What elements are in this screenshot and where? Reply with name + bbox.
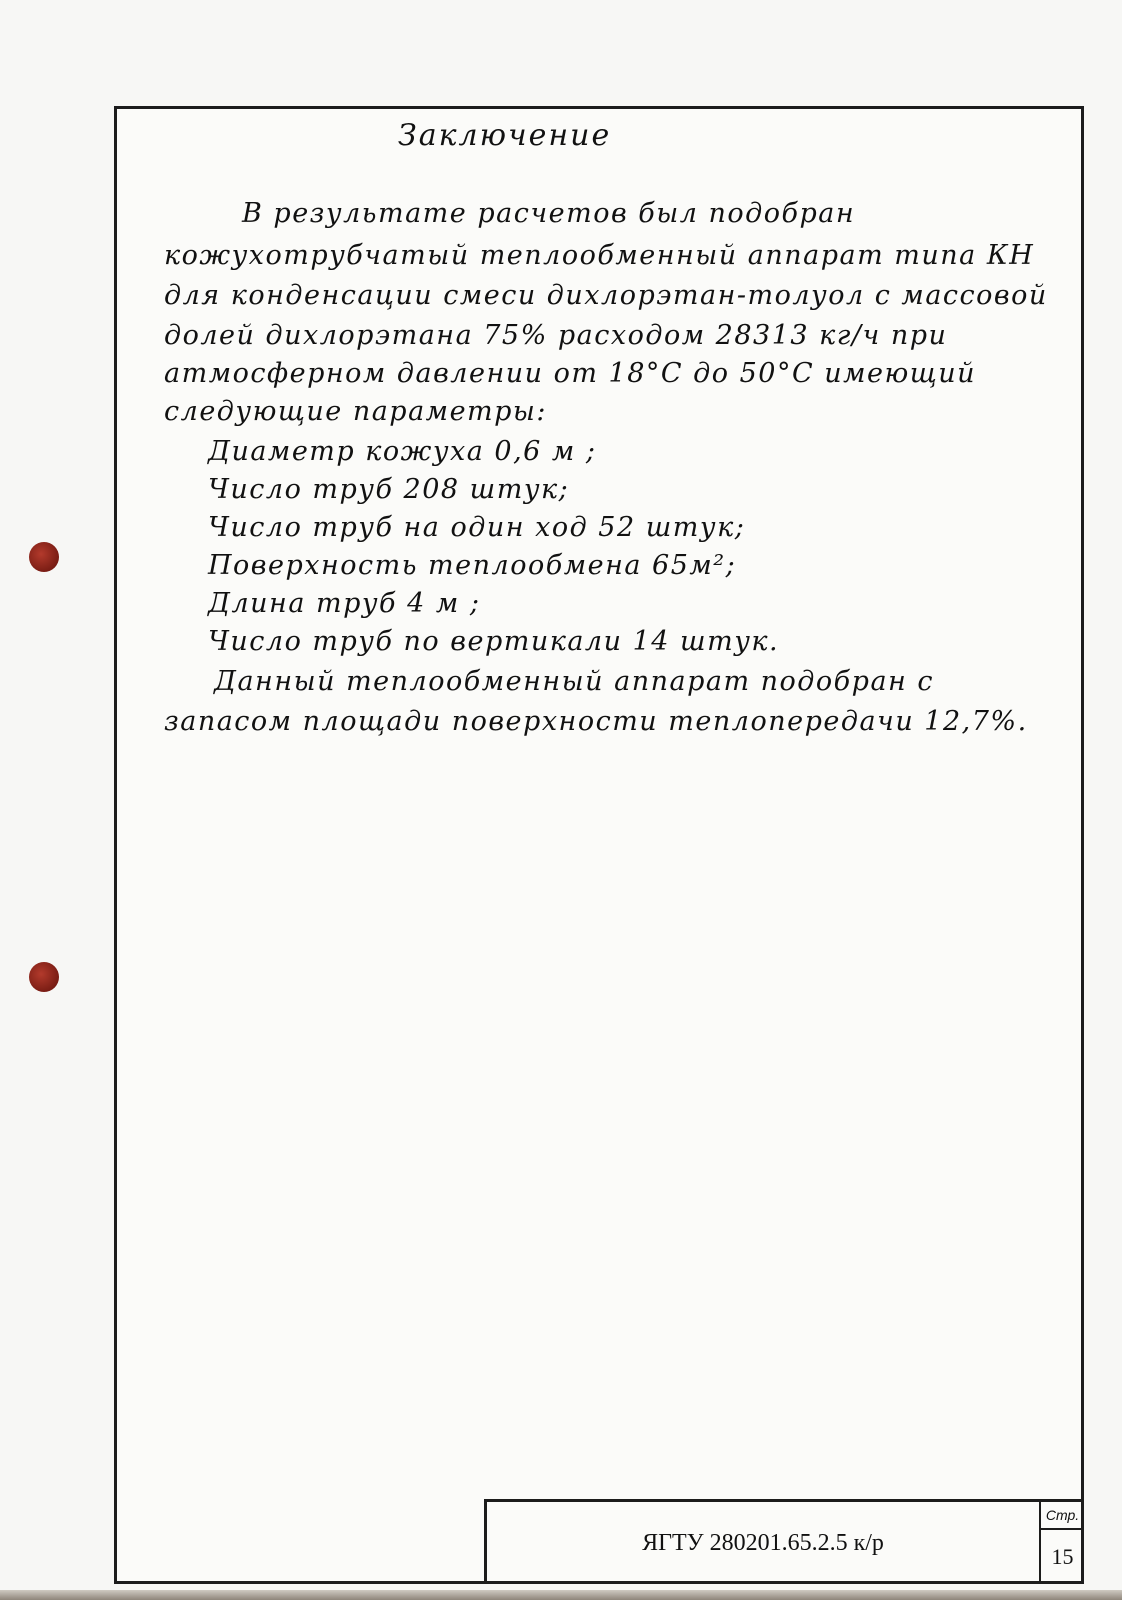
parameter-line: Число труб по вертикали 14 штук. (208, 626, 780, 657)
page-cell (1039, 1502, 1084, 1584)
page-label: Стр. (1041, 1502, 1084, 1530)
intro-line: атмосферном давлении от 18°С до 50°С имеющий (164, 358, 977, 389)
intro-line: кожухотрубчатый теплообменный аппарат типа КН (164, 240, 1035, 271)
parameter-line: Число труб 208 штук; (208, 474, 570, 505)
intro-line: следующие параметры: (164, 396, 548, 427)
intro-line: В результате расчетов был подобран (242, 198, 856, 229)
document-code: ЯГТУ 280201.65.2.5 к/р (642, 1529, 884, 1556)
conclusion-line: Данный теплообменный аппарат подобран с (214, 666, 935, 697)
intro-line: долей дихлорэтана 75% расходом 28313 кг/ч при (164, 320, 948, 351)
parameter-line: Поверхность теплообмена 65м²; (208, 550, 737, 581)
parameter-line: Число труб на один ход 52 штук; (208, 512, 746, 543)
title-block (484, 1499, 1084, 1584)
intro-line: для конденсации смеси дихлорэтан-толуол с массовой (164, 280, 1048, 311)
binder-hole (29, 542, 59, 572)
page-title: Заключение (398, 118, 612, 153)
conclusion-line: запасом площади поверхности теплопередачи 12,7%. (164, 706, 1028, 737)
parameter-line: Диаметр кожуха 0,6 м ; (208, 436, 597, 467)
binder-hole (29, 962, 59, 992)
page-number: 15 (1051, 1544, 1074, 1569)
page-bottom-edge (0, 1590, 1122, 1600)
parameter-line: Длина труб 4 м ; (208, 588, 481, 619)
